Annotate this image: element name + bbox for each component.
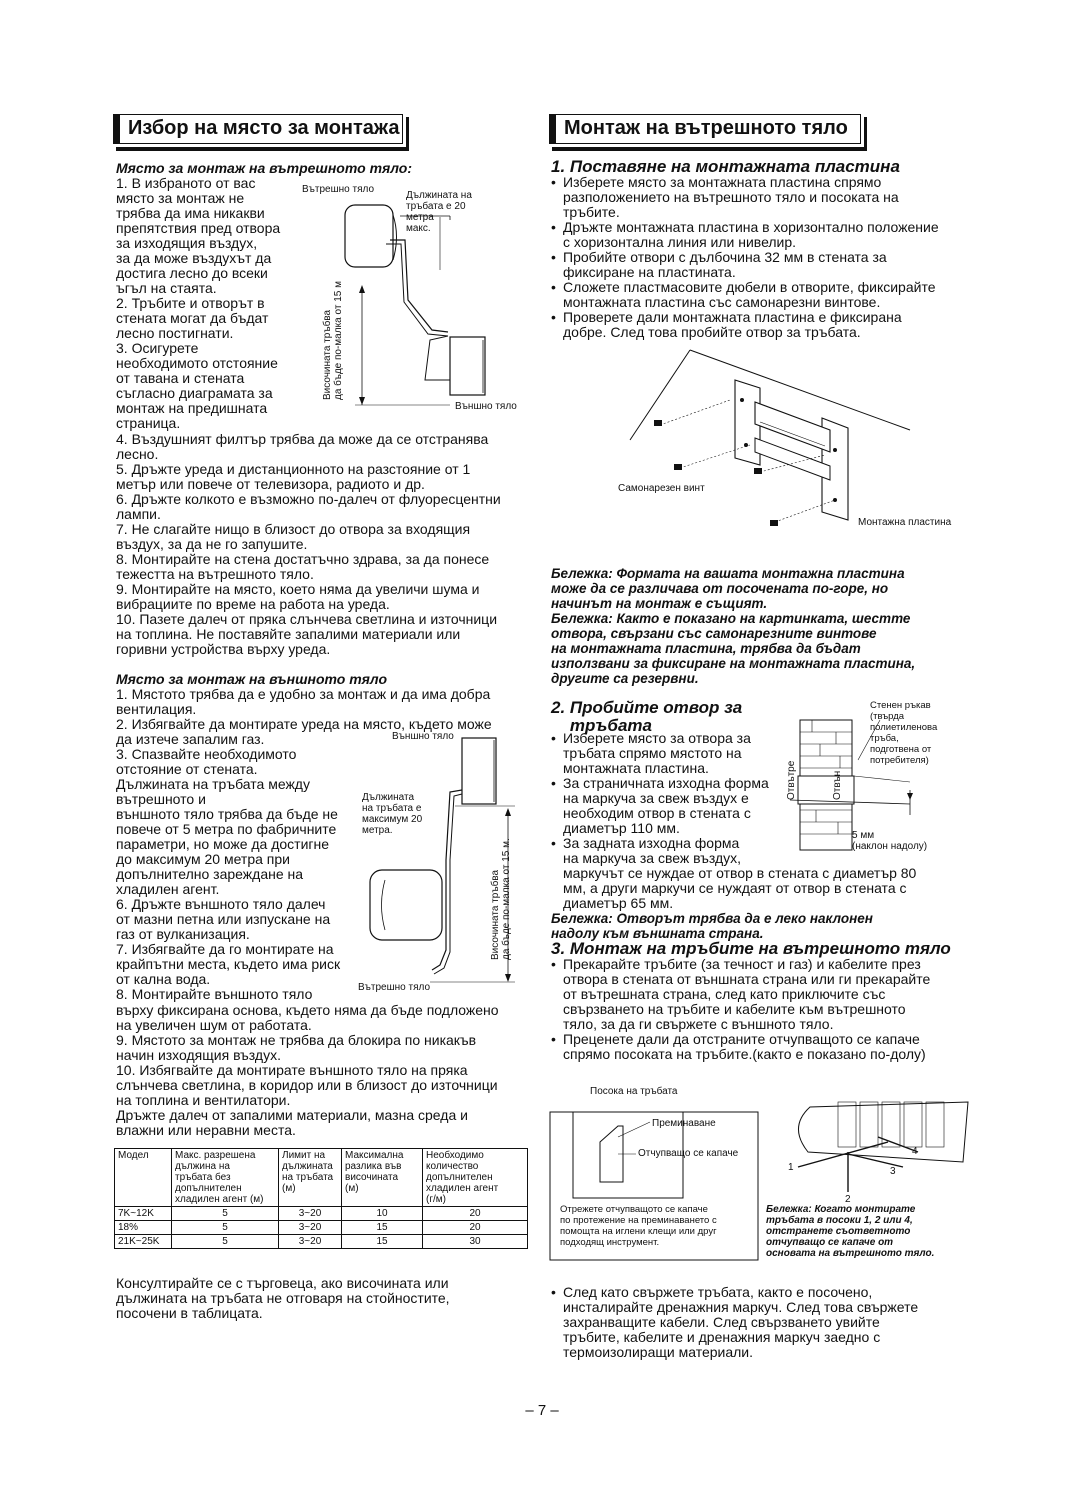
table-row [115,1235,528,1249]
outdoor-requirements-1: 1. Мястото трябва да е удобно за монтаж и да има добра вентилация. 2. Избягвайте да монтирате уреда на място, където може да изтече запалим газ. [116,686,492,747]
list-item: • Проверете дали монтажната пластина е фиксирана добре. След това пробийте отвор за тръбата. [551,310,939,340]
table-cell: 15 [342,1235,423,1249]
pipe-direction-figure [548,1082,973,1272]
step2-heading: 2. Пробийте отвор за тръбата [551,698,743,735]
step2-list [551,731,769,866]
table-row [115,1221,528,1235]
indoor-column-text: 1. В избраното от вас място за монтаж не трябва да има никакви препятствия пред отвора за изходящия въздух, за да може въздухът да достига лесно до всеки ъгъл на стаята. 2. Тръбите и отворът в стената могат да бъдат лесно постигнати. 3. Осигурете необходимото отстояние от тавана и стената съгласно диаграмата за монтаж на предишната страница. [116,175,281,431]
step3-list [551,957,930,1062]
outdoor-requirements-2: върху фиксирана основа, където няма да бъде подложено на увеличен шум от работата. 9. Мястото за монтаж не трябва да блокира по никакъв начин изходящия въздух. 10. Избягвайте да монтирате външното тяло на пряка слънчева светлина, в коридор или в близост до източници на топлина и вентилатори. Дръжте далеч от запалими материали, мазна среда и влажни или неравни места. [116,1002,499,1138]
indoor-requirements: 4. Въздушният филтър трябва да може да се отстранява лесно. 5. Дръжте уреда и дистанционното на разстояние от 1 метър или повече от телевизора, радиото и др. 6. Дръжте колкото е възможно по-далеч от флуоресцентни лампи. 7. Не слагайте нищо в близост до отвора за входящия въздух, за да не го запушите. 8. Монтирайте на стена достатъчно здрава, за да понесе тежестта на вътрешното тяло. 9. Монтирайте на място, което няма да увеличи шума и вибрациите по време на работа на уреда. 10. Пазете далеч от пряка слънчева светлина и източници на топлина. Не поставяйте запалими материали или горивни устройства върху уреда. [116,431,501,657]
list-item: • Сложете пластмасовите дюбели в отворите, фиксирайте монтажната пластина със самонарезни винтове. [551,280,939,310]
list-item: • Изберете място за отвора за тръбата спрямо мястото на монтажната пластина. [551,731,769,776]
table-header: Необходимо количество допълнителен хладилен агент (г/м) [423,1149,528,1207]
pipe-spec-table [114,1148,528,1249]
indoor-unit-label: Вътрешно тяло [302,184,375,195]
step1-heading: 1. Поставяне на монтажната пластина [551,157,900,176]
list-item: • Дръжте монтажната пластина в хоризонтално положение с хоризонтална линия или нивелир. [551,220,939,250]
outside-label: Отвън [832,770,843,800]
self-tapping-screw-label: Самонарезен винт [618,483,705,494]
table-header: Лимит на дължината на тръбата (м) [279,1149,342,1207]
pipe-direction-note: Бележка: Когато монтирате тръбата в посоки 1, 2 или 4, отстранете съответното отчупващо се капаче от основата на вътрешното тяло. [766,1204,935,1259]
pipe-direction-label: Посока на тръбата [590,1086,678,1097]
table-row [115,1207,528,1221]
mounting-plate-drawing [610,340,970,540]
list-item: • Пробийте отвори с дълбочина 32 мм в стената за фиксиране на пластината. [551,250,939,280]
list-item: • За задната изходна форма на маркуча за свеж въздух, [551,836,769,866]
mounting-plate-figure [610,340,970,540]
table-header: Максимална разлика във височината (м) [342,1149,423,1207]
pipe-length-label-2: Дължината на тръбата е максимум 20 метра. [362,792,423,836]
table-header: Модел [115,1149,172,1207]
inside-label: Отвътре [786,760,797,800]
list-item: • Изберете място за монтажната пластина спрямо разположението на вътрешното тяло и посоката на тръбите. [551,175,939,220]
table-header: Макс. разрешена дължина на тръбата без допълнителен хладилен агент (м) [172,1149,279,1207]
table-cell: 5 [172,1207,279,1221]
cut-instructions: Отрежете отчупващото се капаче по протежение на преминаването с помощта на иглени клещи или друг подходящ инструмент. [560,1204,717,1248]
mounting-plate-label: Монтажна пластина [858,517,952,528]
table-cell: 30 [423,1235,528,1249]
list-item: • След като свържете тръбата, както е посочено, инсталирайте дренажния маркуч. След това свържете захранващите кабели. След свързването увийте тръбите, кабелите и дренажния маркуч заедно с термоизолиращи материали. [551,1285,918,1360]
table-cell: 3~20 [279,1221,342,1235]
table-cell: 20 [423,1207,528,1221]
wall-sleeve-label: Стенен ръкав (твърда полиетиленова тръба, подготвена от потребителя) [870,700,938,766]
direction-1: 1 [788,1162,794,1173]
left-section-title: Избор на място за монтажа [113,114,403,144]
step1-list [551,175,939,340]
right-section-title: Монтаж на вътрешното тяло [549,114,861,144]
outdoor-diagram [350,730,530,995]
list-item: • Преценете дали да отстраните отчупващото се капаче спрямо посоката на тръбите.(както е показано по-долу) [551,1032,930,1062]
table-cell: 10 [342,1207,423,1221]
indoor-heading: Място за монтаж на вътрешното тяло: [116,160,412,176]
table-cell: 5 [172,1221,279,1235]
direction-3: 3 [890,1166,896,1177]
table-cell: 7K~12K [115,1207,172,1221]
step2-continued: маркучът се нуждае от отвор в стената с диаметър 80 мм, а други маркучи се нуждаят от отвор в стената с диаметър 65 мм. [563,865,917,911]
passing-label: Преминаване [652,1118,716,1129]
knockout-cap-label: Отчупващо се капаче [638,1148,739,1159]
table-header-row [115,1149,528,1207]
list-item: • За страничната изходна форма на маркуча за свеж въздух е необходим отвор в стената с диаметър 110 мм. [551,776,769,836]
height-limit-label: Височината тръбва да бъде по-малка от 15 м [322,281,344,400]
slope-label: 5 мм (наклон надолу) [852,830,928,852]
outdoor-column-text: 3. Спазвайте необходимото отстояние от стената. Дължината на тръбата между вътрешното и външното тяло трябва да бъде не повече от 5 метра по фабричните параметри, но може да достигне до максимум 20 метра при допълнително зареждане на хладилен агент. 6. Дръжте външното тяло далеч от мазни петна или изпускане на газ от вулканизация. 7. Избягвайте да го монтирате на крайпътни места, където има риск от кална вода. 8. Монтирайте външното тяло [116,746,341,1002]
height-limit-label-2: Височината тръбва да бъде по-малка от 15 м. [490,838,512,960]
hole-slope-note: Бележка: Отворът трябва да е леко наклонен надолу към външната страна. [551,911,873,941]
table-cell: 15 [342,1221,423,1235]
outdoor-unit-label-2: Външно тяло [392,731,454,742]
outdoor-heading: Място за монтаж на външното тяло [116,671,388,687]
table-cell: 21K~25K [115,1235,172,1249]
wall-hole-figure [780,700,970,860]
table-cell: 5 [172,1235,279,1249]
mounting-note: Бележка: Формата на вашата монтажна пластина може да се различава от посочената по-горе, но начинът на монтаж е същият. Бележка: Както е показано на картинката, шестте отвора, свързани със самонарезните винтове на монтажната пластина, трябва да бъдат използвани за фиксиране на монтажната пластина, другите са резервни. [551,566,916,686]
page-number: – 7 – [525,1402,559,1419]
consult-text: Консултирайте се с търговеца, ако височината или дължината на тръбата не отговаря на стойностите, посочени в таблицата. [116,1275,450,1321]
indoor-diagram [300,180,530,420]
table-cell: 20 [423,1221,528,1235]
step3-heading: 3. Монтаж на тръбите на вътрешното тяло [551,939,951,958]
direction-4: 4 [912,1146,918,1157]
table-cell: 3~20 [279,1207,342,1221]
list-item: • Прекарайте тръбите (за течност и газ) и кабелите през отвора в стената от външната страна или ги прекарайте от вътрешната страна, след като приключите със свързването на тръбите и кабелите към вътрешното тяло, за да ги свържете с външното тяло. [551,957,930,1032]
pipe-length-label: Дължината на тръбата е 20 метра макс. [406,190,472,234]
final-step-list [551,1285,918,1360]
table-cell: 18% [115,1221,172,1235]
outdoor-unit-label: Външно тяло [455,401,517,412]
indoor-unit-label-2: Вътрешно тяло [358,982,431,993]
direction-2: 2 [845,1194,851,1205]
table-cell: 3~20 [279,1235,342,1249]
